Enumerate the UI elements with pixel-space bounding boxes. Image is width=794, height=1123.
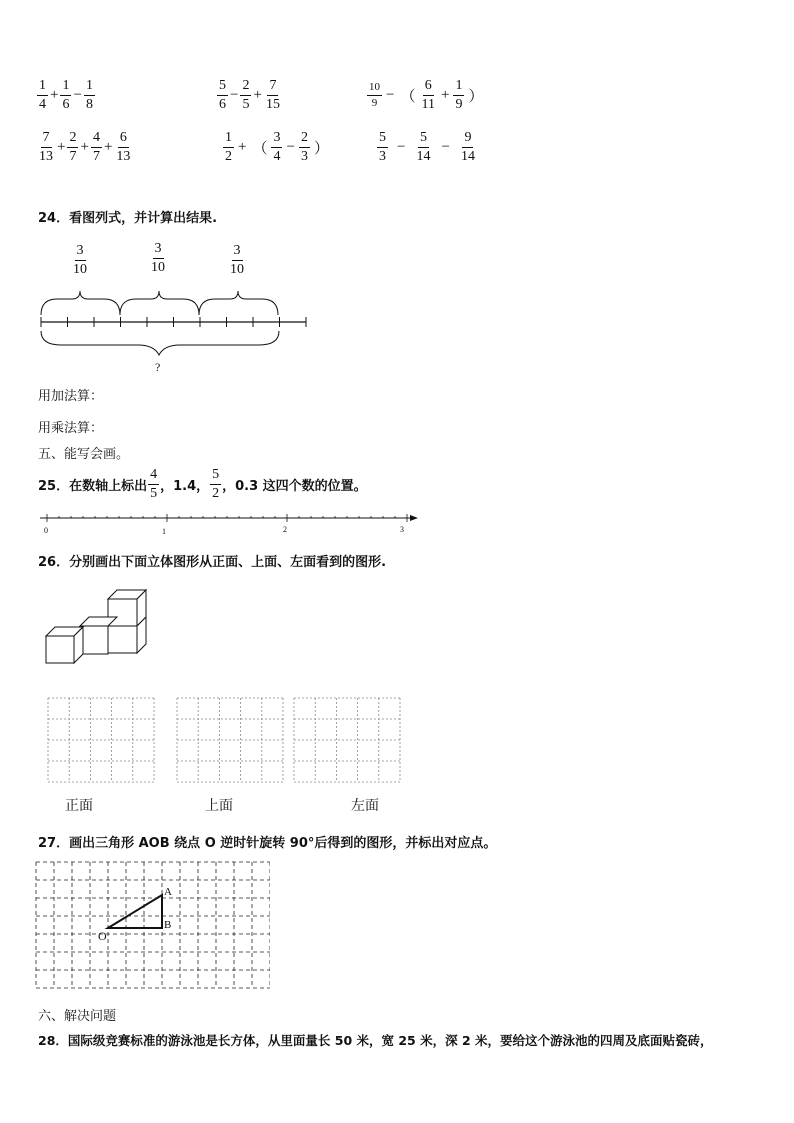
- expr-2-2: [222, 130, 332, 165]
- grid-front[interactable]: [47, 697, 155, 783]
- point-label-o: O: [98, 929, 107, 943]
- operator: ）: [313, 141, 329, 157]
- q27-rotation-grid[interactable]: [34, 860, 270, 996]
- grid-top[interactable]: [176, 697, 284, 783]
- operator: ）: [468, 89, 484, 105]
- q25-label-1: 1: [162, 527, 166, 536]
- operator: −: [73, 87, 82, 103]
- fraction: $\frac{2}{3}$: [300, 130, 308, 164]
- fraction: $\frac{1}{9}$: [455, 78, 463, 112]
- operator: +: [440, 87, 450, 103]
- brace-top-2: [120, 291, 199, 315]
- q25-label-2: 2: [283, 525, 287, 534]
- operator: −: [286, 139, 295, 155]
- fraction: $\frac{2}{7}$: [69, 130, 77, 164]
- fraction: $\frac{6}{13}$: [116, 130, 131, 164]
- triangle-aob: [108, 895, 162, 928]
- q25-label-0: 0: [44, 526, 48, 535]
- q24-segment-label-3: $\frac{3}{10}$: [230, 243, 244, 277]
- operator: +: [253, 87, 262, 103]
- fraction: $\frac{2}{5}$: [242, 78, 250, 112]
- fraction: $\frac{5}{3}$: [379, 130, 386, 164]
- expr-2-3: [376, 130, 478, 165]
- fraction: $\frac{5}{14}$: [416, 130, 431, 164]
- point-label-b: B: [164, 919, 172, 931]
- q24-total-label: ?: [155, 360, 161, 374]
- q24-add-label: 用加法算：: [38, 389, 104, 404]
- expr-2-1: [36, 130, 133, 165]
- q25-title: 25．在数轴上标出 $\frac{4}{5}$ ，1.4， $\frac{5}{2}$ ，0.3 这四个数的位置。: [38, 466, 367, 501]
- q25-frac-1: $\frac{4}{5}$: [150, 466, 158, 501]
- operator: （: [252, 141, 268, 157]
- expr-1-1: [36, 78, 96, 113]
- q25-label-3: 3: [400, 525, 404, 534]
- q27-title: 27．画出三角形 AOB 绕点 O 逆时针旋转 90°后得到的图形，并标出对应点。: [38, 836, 497, 851]
- expr-1-2: [216, 78, 283, 113]
- fraction: $\frac{3}{4}$: [273, 130, 281, 164]
- operator: −: [386, 87, 395, 103]
- q24-title: 24．看图列式，并计算出结果.: [38, 211, 218, 226]
- fraction: $\frac{10}{9}$: [369, 81, 380, 109]
- q26-cube-figure: [40, 586, 152, 666]
- q24-segment-label-2: $\frac{3}{10}$: [151, 241, 165, 275]
- operator: +: [50, 87, 59, 103]
- q24-segment-label-1: $\frac{3}{10}$: [73, 243, 87, 277]
- operator: +: [238, 139, 247, 155]
- brace-top-1: [41, 291, 120, 315]
- q24-number-line-diagram: [30, 285, 320, 380]
- q25-frac-2: $\frac{5}{2}$: [212, 466, 220, 501]
- fraction: $\frac{1}{4}$: [39, 78, 46, 112]
- fraction: $\frac{1}{6}$: [62, 78, 70, 112]
- operator: +: [103, 139, 113, 155]
- q25-axis-arrow: [410, 515, 418, 521]
- operator: +: [57, 139, 66, 155]
- operator: −: [397, 139, 406, 155]
- grid-label-left: 左面: [351, 798, 379, 814]
- fraction: $\frac{4}{7}$: [92, 130, 100, 164]
- fraction: $\frac{1}{2}$: [225, 130, 232, 164]
- q26-title: 26．分别画出下面立体图形从正面、上面、左面看到的图形.: [38, 555, 387, 570]
- fraction: $\frac{7}{13}$: [39, 130, 53, 164]
- operator: （: [400, 89, 416, 105]
- operator: −: [441, 139, 450, 155]
- fraction: $\frac{5}{6}$: [219, 78, 226, 112]
- section-6-heading: 六、解决问题: [38, 1009, 117, 1024]
- grid-label-front: 正面: [65, 798, 93, 814]
- q25-number-line: [36, 508, 426, 538]
- brace-top-3: [199, 291, 278, 315]
- brace-bottom: [41, 331, 279, 355]
- grid-label-top: 上面: [205, 798, 233, 814]
- fraction: $\frac{6}{11}$: [421, 78, 435, 112]
- section-5-heading: 五、能写会画。: [38, 447, 130, 462]
- operator: +: [80, 139, 89, 155]
- point-label-a: A: [164, 886, 172, 898]
- q28-title: 28．国际级竞赛标准的游泳池是长方体，从里面量长 50 米，宽 25 米，深 2 米，要给这个游泳池的四周及底面贴瓷砖，: [38, 1033, 713, 1048]
- expr-1-3: [366, 78, 486, 113]
- fraction: $\frac{7}{15}$: [265, 78, 280, 112]
- fraction: $\frac{1}{8}$: [85, 78, 93, 112]
- grid-left[interactable]: [293, 697, 401, 783]
- operator: −: [230, 87, 239, 103]
- q24-mul-label: 用乘法算：: [38, 421, 104, 436]
- fraction: $\frac{9}{14}$: [460, 130, 475, 164]
